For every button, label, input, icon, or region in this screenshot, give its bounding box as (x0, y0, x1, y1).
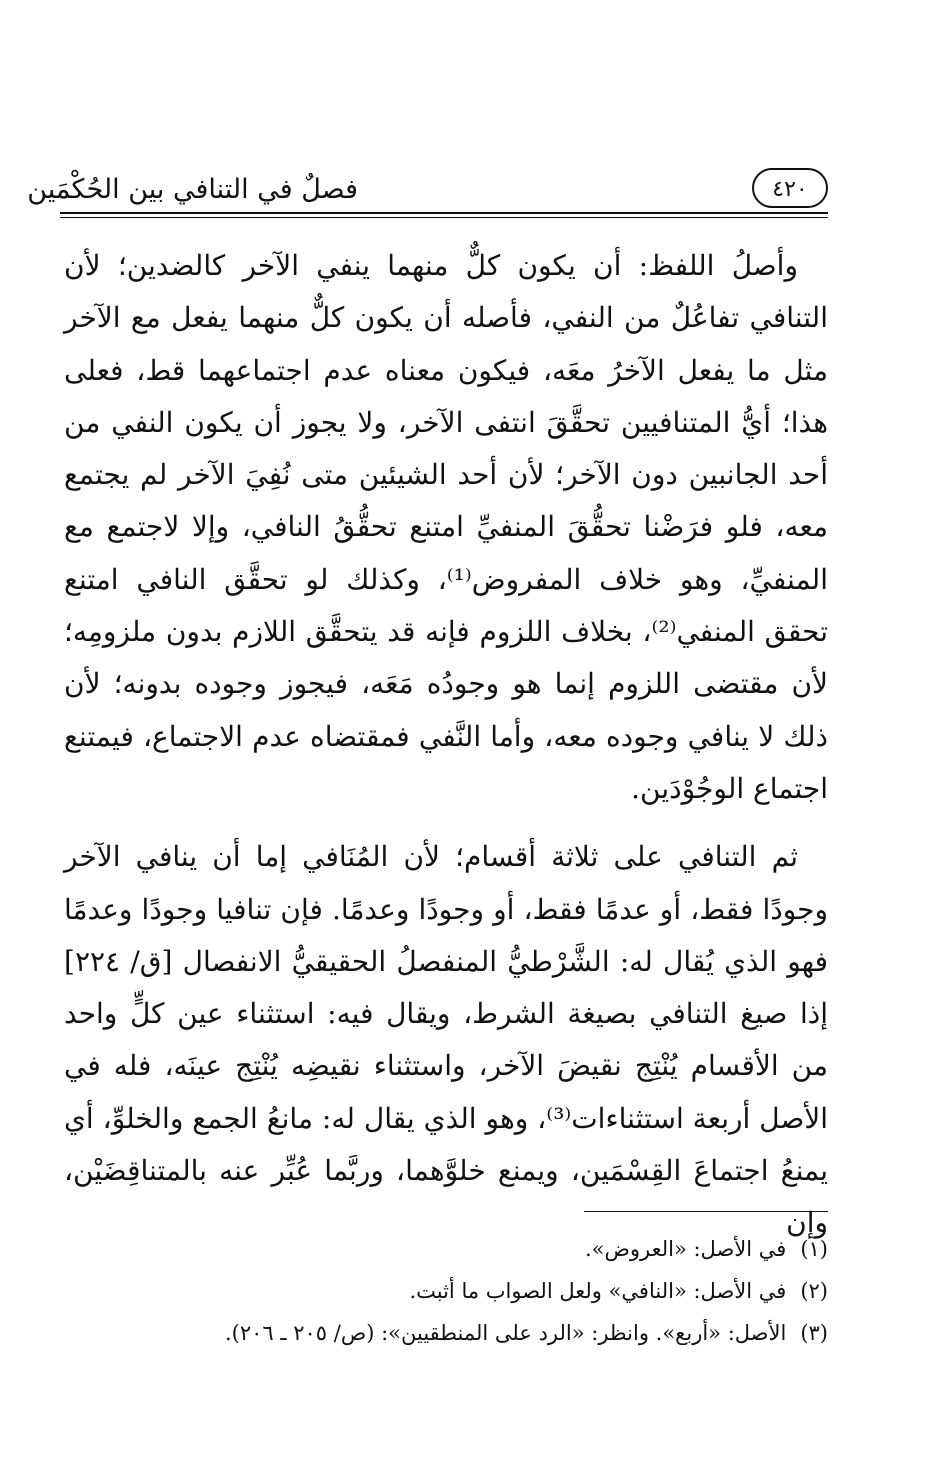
footnote-number: (٢) (800, 1279, 828, 1303)
paragraph-2: ثم التنافي على ثلاثة أقسام؛ لأن المُنَافي إما أن ينافي الآخر وجودًا فقط، أو عدمًا فقط، أو وجودًا وعدمًا. فإن تنافيا وجودًا وعدمًا فهو الذي يُقال له: الشَّرْطيُّ المنفصلُ الحقيقيُّ الانفصال [ق/ ٢٢٤] إذا صيغ التنافي بصيغة الشرط، ويقال فيه: استثناء عين كلٍّ واحد من الأقسام يُنْتِج نقيضَ الآخر، واستثناء نقيضِه يُنْتِج عينَه، فله في الأصل أربعة استثناءات⁽³⁾، وهو الذي يقال له: مانعُ الجمع والخلوِّ، أي يمنعُ اجتماعَ القِسْمَين، ويمنع خلوَّهما، وربَّما عُبِّر عنه بالمتناقِضَيْن، وإن (64, 840, 828, 1240)
footnote-number: (٣) (800, 1321, 828, 1345)
footnote-separator (584, 1211, 828, 1212)
running-title: فصلٌ في التنافي بين الحُكْمَين (27, 174, 358, 205)
paragraph-1: وأصلُ اللفظ: أن يكون كلٌّ منهما ينفي الآخر كالضدين؛ لأن التنافي تفاعُلٌ من النفي، فأصله أن يكون كلٌّ منهما يفعل مع الآخر مثل ما يفعل الآخرُ معَه، فيكون معناه عدم اجتماعهما قط، فعلى هذا؛ أيُّ المتنافيين تحقَّقَ انتفى الآخر، ولا يجوز أن يكون النفي من أحد الجانبين دون الآخر؛ لأن أحد الشيئين متى نُفِيَ الآخر لم يجتمع معه، فلو فرَضْنا تحقُّقَ المنفيِّ امتنع تحقُّقُ النافي، وإلا لاجتمع مع المنفيِّ، وهو خلاف المفروض⁽¹⁾، وكذلك لو تحقَّق النافي امتنع تحقق المنفي⁽²⁾، بخلاف اللزوم فإنه قد يتحقَّق اللازم بدون ملزومِه؛ لأن مقتضى اللزوم إنما هو وجودُه مَعَه، فيجوز وجوده بدونه؛ لأن ذلك لا ينافي وجوده معه، وأما النَّفي فمقتضاه عدم الاجتماع، فيمتنع اجتماع الوجُوْدَين. (64, 249, 828, 805)
page-header (27, 168, 828, 218)
main-text (64, 240, 828, 1250)
footnote-text: في الأصل: «العروض». (584, 1237, 787, 1261)
footnote-1 (64, 1228, 828, 1270)
footnote-number: (١) (800, 1237, 828, 1261)
footnote-2 (64, 1270, 828, 1312)
header-rule-thin (60, 217, 828, 218)
footnotes (64, 1228, 828, 1354)
header-rule-thick (60, 212, 828, 214)
footnote-text: الأصل: «أربع». وانظر: «الرد على المنطقيين»: (ص/ ٢٠٥ ـ ٢٠٦). (225, 1321, 787, 1345)
footnote-3 (64, 1312, 828, 1354)
footnote-text: في الأصل: «النافي» ولعل الصواب ما أثبت. (409, 1279, 787, 1303)
page-number: ٤٢٠ (752, 168, 828, 208)
